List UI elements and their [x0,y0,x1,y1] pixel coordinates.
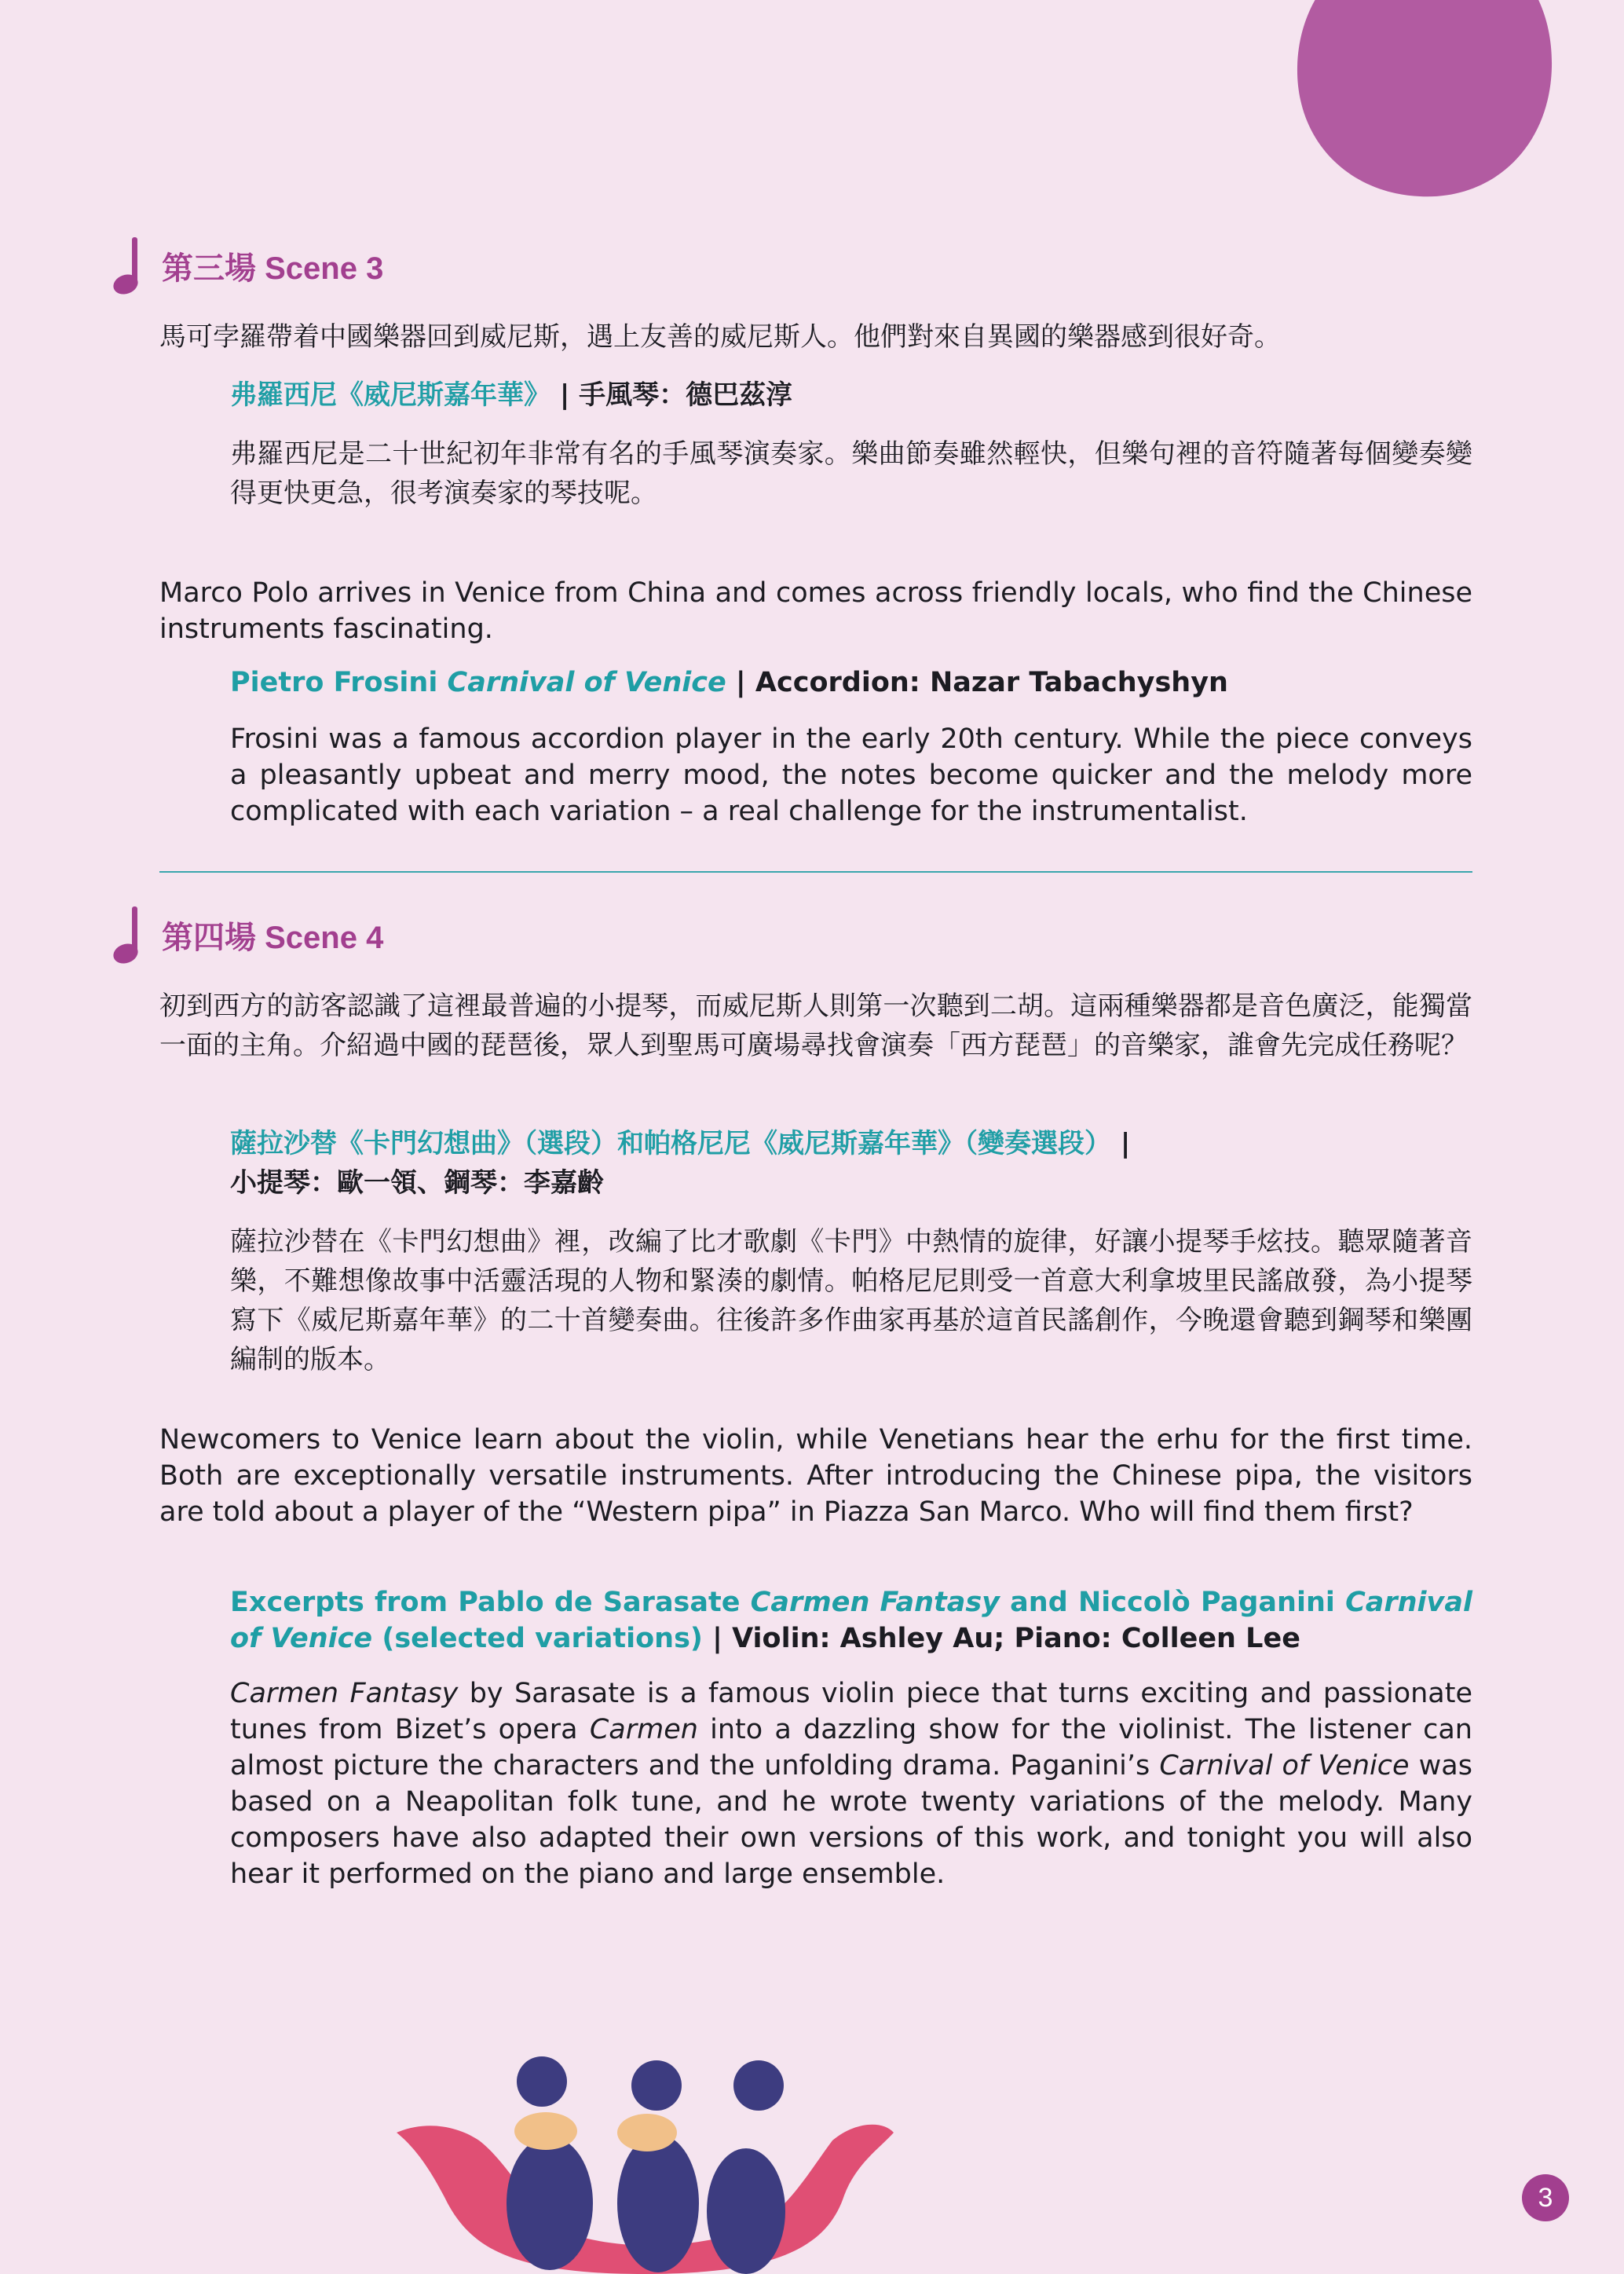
scene-3-zh-piece-title: 弗羅西尼《威尼斯嘉年華》 [230,379,550,411]
scene-4-en-work-carmen: Carmen Fantasy [750,1587,1000,1618]
music-note-icon [110,905,144,965]
scene-4-heading [110,905,383,965]
scene-4-zh-performer: 小提琴：歐一領、鋼琴：李嘉齡 [230,1167,604,1199]
purple-circle-decoration [1294,0,1553,200]
separator: | [702,1623,733,1654]
scene-4-zh-description: 薩拉沙替在《卡門幻想曲》裡，改編了比才歌劇《卡門》中熱情的旋律，好讓小提琴手炫技。聽眾隨著音樂，不難想像故事中活靈活現的人物和緊湊的劇情。帕格尼尼則受一首意大利拿坡里民謠啟發，為小提琴寫下《威尼斯嘉年華》的二十首變奏曲。往後許多作曲家再基於這首民謠創作，今晚還會聽到鋼琴和樂團編制的版本。 [230,1226,1472,1375]
scene-4-zh-piece [230,1124,1472,1203]
scene-3-en-performer: Accordion: Nazar Tabachyshyn [755,667,1228,698]
separator: | [1111,1128,1131,1159]
scene-4-en-work-carnival: Carnival of Venice [230,1587,1472,1654]
children-boat-illustration [393,2046,895,2274]
scene-4-title: 第四場 Scene 4 [162,920,384,955]
scene-4-en-piece [230,1584,1472,1657]
desc-text: by Sarasate is a famous violin piece that turns exciting and passionate tunes from Bizet’s opera [230,1678,1472,1745]
scene-3-zh-description: 弗羅西尼是二十世紀初年非常有名的手風琴演奏家。樂曲節奏雖然輕快，但樂句裡的音符隨著每個變奏變得更快更急，很考演奏家的琴技呢。 [230,438,1472,509]
child-left [507,2056,593,2270]
scene-3-en-composer: Pietro Frosini [230,667,448,698]
scene-4-en-performer: Violin: Ashley Au; Piano: Colleen Lee [732,1623,1300,1654]
child-middle [617,2060,699,2272]
separator: | [726,667,755,698]
scene-3-zh-intro: 馬可孛羅帶着中國樂器回到威尼斯，遇上友善的威尼斯人。他們對來自異國的樂器感到很好奇。 [159,321,1281,353]
scene-4-en-intro: Newcomers to Venice learn about the violin, while Venetians hear the erhu for the first time. Both are exceptionally versatile instruments. After introducing the Chinese pipa, the visitors are told about a player of the “Western pipa” in Piazza San Marco. Who will find them first? [159,1424,1472,1528]
scene-4-en-piece-text: and Niccolò Paganini [999,1587,1346,1618]
desc-text: was based on a Neapolitan folk tune, and he wrote twenty variations of the melody. Many composers have also adapted their own versions of this work, and tonight you will also hear it performed on the piano and large ensemble. [230,1750,1472,1890]
scene-3-en-description: Frosini was a famous accordion player in the early 20th century. While the piece conveys a pleasantly upbeat and merry mood, the notes become quicker and the melody more complicated with each variation – a real challenge for the instrumentalist. [230,723,1472,827]
desc-text: into a dazzling show for the violinist. The listener can almost picture the characters and the unfolding drama. Paganini’s [230,1714,1472,1781]
scene-4-en-piece-text: (selected variations) [372,1623,703,1654]
music-note-icon [110,236,144,295]
scene-3-zh-performer: 手風琴：德巴茲淳 [579,379,793,411]
work-title: Carmen [589,1714,698,1745]
work-title: Carmen Fantasy [230,1678,459,1709]
scene-4-zh-piece-title: 薩拉沙替《卡門幻想曲》（選段）和帕格尼尼《威尼斯嘉年華》（變奏選段） [230,1128,1111,1159]
scene-3-en-intro: Marco Polo arrives in Venice from China and comes across friendly locals, who find the Chinese instruments fascinating. [159,577,1472,645]
scene-3-heading [110,236,383,295]
scene-4-en-piece-text: Excerpts from Pablo de Sarasate [230,1587,751,1618]
separator: | [550,379,580,411]
scene-3-zh-piece [230,375,1472,415]
section-divider [159,871,1472,873]
scene-4-zh-intro: 初到西方的訪客認識了這裡最普遍的小提琴，而威尼斯人則第一次聽到二胡。這兩種樂器都是音色廣泛，能獨當一面的主角。介紹過中國的琵琶後，眾人到聖馬可廣場尋找會演奏「西方琵琶」的音樂家，誰會先完成任務呢？ [159,991,1472,1061]
work-title: Carnival of Venice [1159,1750,1410,1781]
scene-3-en-piece [230,665,1472,701]
scene-3-title: 第三場 Scene 3 [162,251,384,286]
child-right [707,2060,785,2274]
scene-3-en-work: Carnival of Venice [447,667,726,698]
scene-4-en-description [230,1675,1472,1892]
page-number-badge: 3 [1522,2174,1569,2221]
